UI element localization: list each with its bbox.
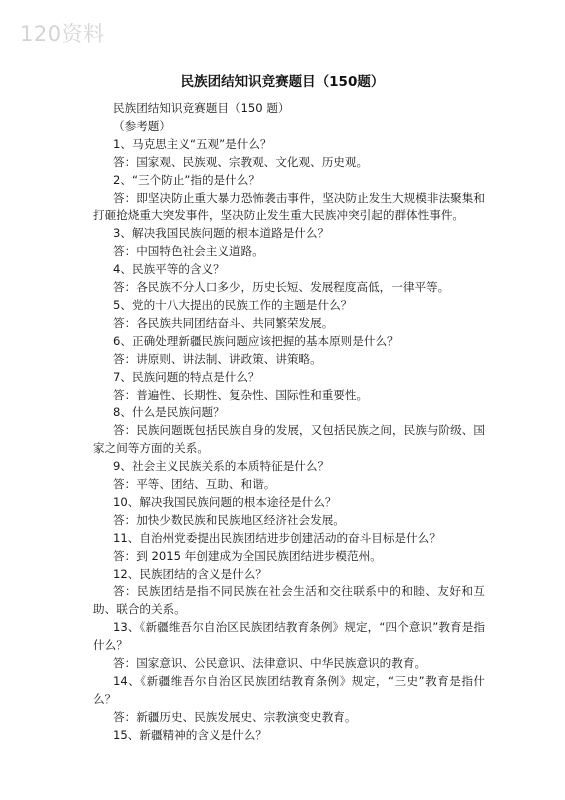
reference-note: （参考题）	[113, 118, 171, 133]
answer: 答：国家观、民族观、宗教观、文化观、历史观。	[113, 154, 369, 169]
question: 5、党的十八大提出的民族工作的主题是什么？	[113, 297, 353, 312]
question: 9、社会主义民族关系的本质特征是什么？	[113, 459, 330, 474]
answer: 答：民族问题既包括民族自身的发展，又包括民族之间，民族与阶级、国家之间等方面的关系。	[93, 423, 485, 456]
answer: 答：到 2015 年创建成为全国民族团结进步模范州。	[113, 548, 382, 563]
subtitle: 民族团结知识竞赛题目（150 题）	[113, 101, 290, 115]
answer: 答：中国特色社会主义道路。	[113, 244, 264, 259]
question: 11、自治州党委提出民族团结进步创建活动的奋斗目标是什么？	[113, 530, 441, 545]
answer: 答：各民族共同团结奋斗、共同繁荣发展。	[113, 315, 334, 330]
answer: 答：即坚决防止重大暴力恐怖袭击事件，坚决防止发生大规模非法聚集和打砸抢烧重大突发事件，坚决防止发生重大民族冲突引起的群体性事件。	[93, 190, 485, 223]
question: 13、《新疆维吾尔自治区民族团结教育条例》规定，“四个意识”教育是指什么？	[93, 620, 485, 653]
question: 3、解决我国民族问题的根本道路是什么？	[113, 226, 330, 241]
watermark: 120资料	[20, 22, 105, 46]
answer: 答：国家意识、公民意识、法律意识、中华民族意识的教育。	[113, 656, 427, 671]
question: 2、“三个防止”指的是什么？	[113, 172, 260, 187]
question: 8、什么是民族问题？	[113, 405, 225, 420]
question: 7、民族问题的特点是什么？	[113, 369, 260, 384]
question: 10、解决我国民族问题的根本途径是什么？	[113, 494, 337, 509]
question: 15、新疆精神的含义是什么？	[113, 727, 267, 742]
answer: 答：新疆历史、民族发展史、宗教演变史教育。	[113, 709, 357, 724]
answer: 答：讲原则、讲法制、讲政策、讲策略。	[113, 351, 322, 366]
answer: 答：各民族不分人口多少，历史长短、发展程度高低，一律平等。	[113, 280, 450, 295]
document-body	[93, 100, 485, 745]
answer: 答：民族团结是指不同民族在社会生活和交往联系中的和睦、友好和互助、联合的关系。	[93, 584, 485, 617]
page-title: 民族团结知识竞赛题目（150题）	[180, 74, 385, 90]
question: 1、马克思主义“五观”是什么？	[113, 136, 272, 151]
question: 6、正确处理新疆民族问题应该把握的基本原则是什么？	[113, 333, 399, 348]
question: 12、民族团结的含义是什么？	[113, 566, 267, 581]
answer: 答：平等、团结、互助、和谐。	[113, 477, 276, 492]
question: 14、《新疆维吾尔自治区民族团结教育条例》规定，“三史”教育是指什么？	[93, 674, 485, 706]
question: 4、民族平等的含义？	[113, 262, 225, 277]
answer: 答：加快少数民族和民族地区经济社会发展。	[113, 512, 345, 527]
answer: 答：普遍性、长期性、复杂性、国际性和重要性。	[113, 387, 369, 402]
